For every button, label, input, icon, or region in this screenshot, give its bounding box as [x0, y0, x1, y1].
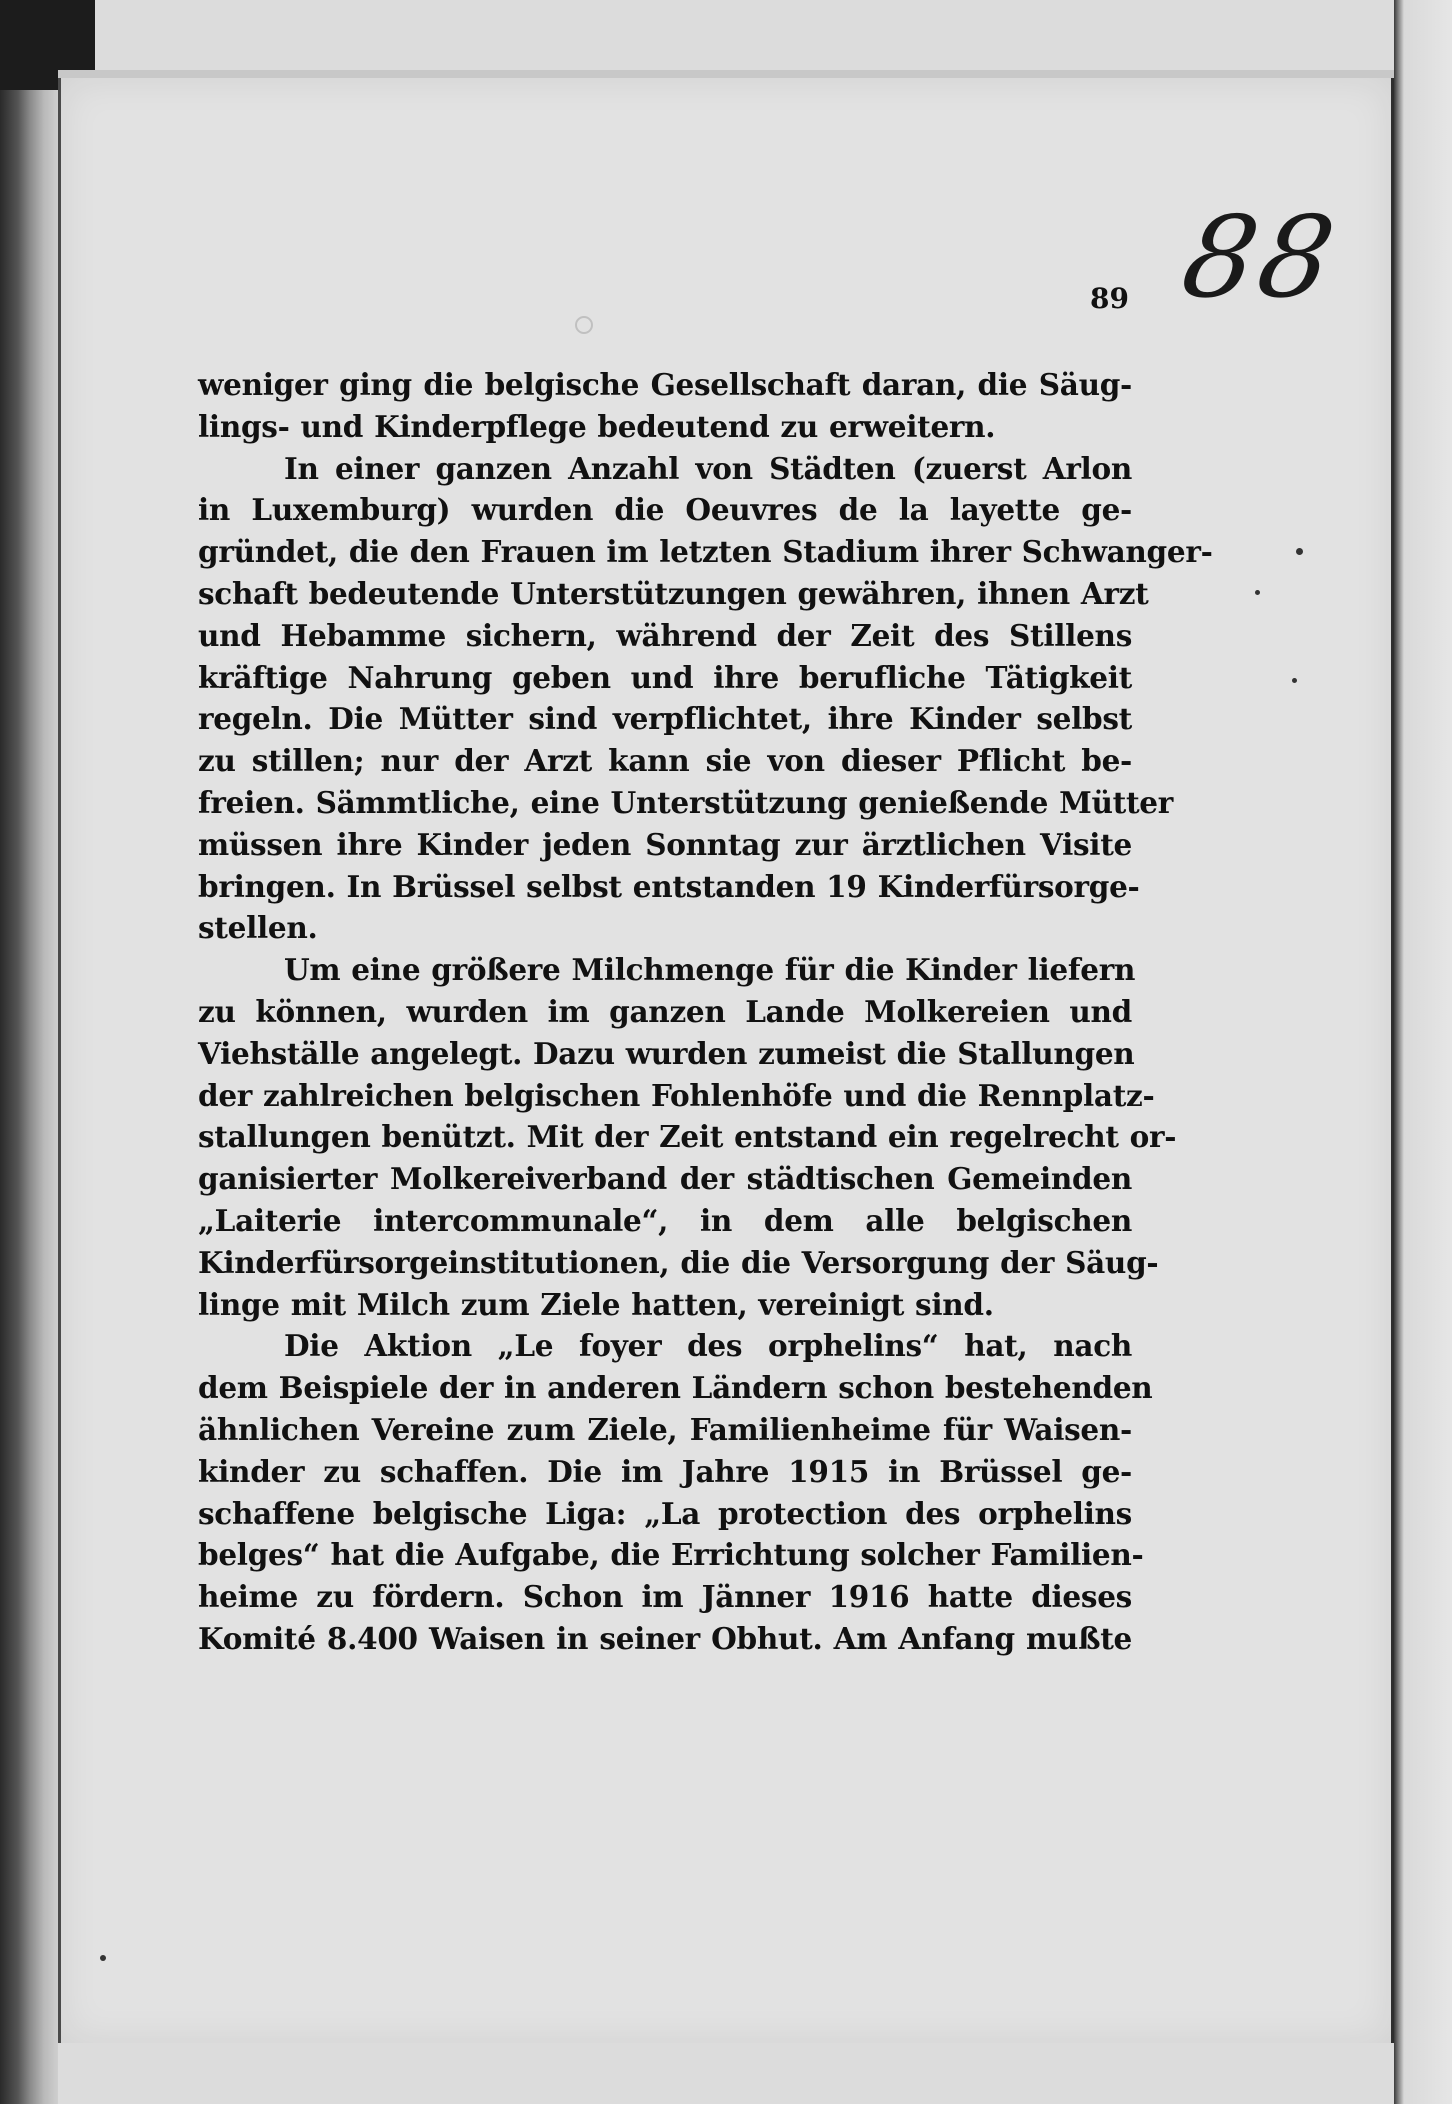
text-line: weniger ging die belgische Gesellschaft daran, die Säug- — [198, 367, 1132, 402]
text-line: Viehställe angelegt. Dazu wurden zumeist die Stallungen — [198, 1035, 1135, 1071]
text-line: „Laiterie intercommunale“, in dem alle belgischen — [198, 1202, 1132, 1238]
body-text — [198, 364, 1213, 1660]
text-line: linge mit Milch zum Ziele hatten, vereinigt sind. — [198, 1286, 994, 1322]
text-line: regeln. Die Mütter sind verpflichtet, ihre Kinder selbst — [198, 701, 1132, 737]
handwritten-page-number: 88 — [1173, 193, 1347, 323]
text-line: heime zu fördern. Schon im Jänner 1916 hatte dieses — [198, 1579, 1132, 1615]
text-line: müssen ihre Kinder jeden Sonntag zur ärztlichen Visite — [198, 826, 1132, 862]
dust-speck — [1296, 548, 1303, 555]
dust-speck — [1292, 678, 1297, 683]
dust-speck — [1255, 590, 1260, 595]
text-line: und Hebamme sichern, während der Zeit des Stillens — [198, 617, 1132, 653]
text-line: schaffene belgische Liga: „La protection des orphelins — [198, 1495, 1132, 1531]
text-line: schaft bedeutende Unterstützungen gewähren, ihnen Arzt — [198, 575, 1149, 611]
bleed-circle — [575, 316, 593, 334]
dust-speck — [100, 1955, 106, 1961]
text-line: ganisierter Molkereiverband der städtischen Gemeinden — [198, 1161, 1132, 1197]
text-line: der zahlreichen belgischen Fohlenhöfe und die Rennplatz- — [198, 1077, 1155, 1113]
text-line: Kinderfürsorgeinstitutionen, die die Versorgung der Säug- — [198, 1244, 1159, 1280]
text-line: freien. Sämmtliche, eine Unterstützung genießende Mütter — [198, 784, 1173, 820]
text-line: lings- und Kinderpflege bedeutend zu erweitern. — [198, 408, 996, 444]
text-line: zu können, wurden im ganzen Lande Molkereien und — [198, 993, 1132, 1029]
text-line: kinder zu schaffen. Die im Jahre 1915 in Brüssel ge- — [198, 1453, 1132, 1489]
printed-page-number: 89 — [1090, 282, 1129, 315]
text-line: dem Beispiele der in anderen Ländern schon bestehenden — [198, 1370, 1153, 1406]
text-line: kräftige Nahrung geben und ihre berufliche Tätigkeit — [198, 659, 1132, 695]
book-left-edge — [0, 0, 58, 2104]
text-line: Die Aktion „Le foyer des orphelins“ hat, nach — [284, 1328, 1132, 1364]
text-line: in Luxemburg) wurden die Oeuvres de la layette ge- — [198, 492, 1132, 528]
text-line: stellen. — [198, 910, 318, 946]
text-line: zu stillen; nur der Arzt kann sie von dieser Pflicht be- — [198, 743, 1132, 779]
text-line: Um eine größere Milchmenge für die Kinder liefern — [284, 952, 1136, 988]
text-line: gründet, die den Frauen im letzten Stadium ihrer Schwanger- — [198, 534, 1213, 570]
text-line: stallungen benützt. Mit der Zeit entstand ein regelrecht or- — [198, 1119, 1177, 1155]
text-line: ähnlichen Vereine zum Ziele, Familienheime für Waisen- — [198, 1411, 1132, 1447]
text-line: belges“ hat die Aufgabe, die Errichtung solcher Familien- — [198, 1537, 1144, 1573]
text-line: Komité 8.400 Waisen in seiner Obhut. Am Anfang mußte — [198, 1620, 1132, 1656]
book-right-edge — [1394, 0, 1452, 2104]
text-line: In einer ganzen Anzahl von Städten (zuerst Arlon — [284, 450, 1132, 486]
text-line: bringen. In Brüssel selbst entstanden 19 Kinderfürsorge- — [198, 868, 1140, 904]
